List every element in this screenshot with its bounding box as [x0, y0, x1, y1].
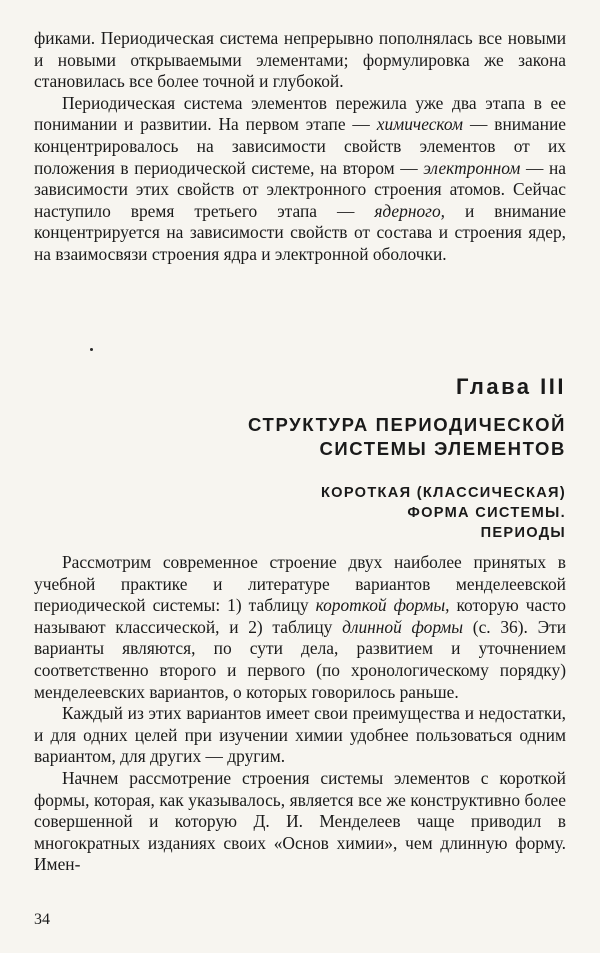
- section-subtitle-line-2: ФОРМА СИСТЕМЫ.: [407, 505, 566, 521]
- chapter-title-line-1: СТРУКТУРА ПЕРИОДИЧЕСКОЙ: [248, 414, 566, 435]
- paragraph-5: Начнем рассмотрение строения системы элементов с короткой формы, которая, как указывалось, является все же конструктивно более совершенной и которую Д. И. Менделеев чаще приводил в многократных изданиях своих «Основ химии», чем длинную форму. Имен-: [34, 767, 566, 875]
- section-subtitle-line-1: КОРОТКАЯ (КЛАССИЧЕСКАЯ): [320, 485, 566, 501]
- emphasis-nuclear: ядерного,: [374, 200, 445, 221]
- chapter-title: [34, 413, 566, 461]
- emphasis-short-form: короткой формы,: [315, 595, 450, 616]
- paragraph-2: [34, 93, 566, 266]
- emphasis-chemical: химическом: [376, 114, 464, 135]
- emphasis-electronic: электронном: [423, 157, 521, 178]
- section-subtitle: [34, 483, 566, 543]
- paragraph-3-part-c: (с. 36). Эти варианты являются, по сути дела, развитием и уточнением соответственно второго и первого (по хронологическому порядку) менделеевских вариантов, о которых говорилось раньше.: [34, 616, 566, 702]
- paragraph-3-part-b: которую часто называют классической, и 2) таблицу: [34, 595, 566, 637]
- print-speck: [90, 348, 93, 351]
- page-number: 34: [34, 911, 50, 928]
- intro-section: [34, 28, 566, 266]
- section-subtitle-line-3: ПЕРИОДЫ: [480, 525, 566, 541]
- paragraph-3-part-a: Рассмотрим современное строение двух наиболее принятых в учебной практике и литературе вариантов менделеевской периодической системы: 1) таблицу: [34, 552, 566, 616]
- paragraph-2-part-d: и внимание концентрируется на зависимости свойств от состава и строения ядер, на взаимосвязи строения ядра и электронной оболочки.: [34, 200, 567, 264]
- body-section: [34, 552, 566, 876]
- chapter-title-line-2: СИСТЕМЫ ЭЛЕМЕНТОВ: [319, 438, 566, 459]
- paragraph-2-part-c: — на зависимости этих свойств от электронного строения атомов. Сейчас наступило время третьего этапа —: [34, 157, 566, 221]
- paragraph-2-part-b: — внимание концентрировалось на зависимости свойств элементов от их положения в периодической системе, на втором —: [34, 114, 566, 178]
- paragraph-2-part-a: Периодическая система элементов пережила уже два этапа в ее понимании и развитии. На первом этапе —: [34, 92, 566, 135]
- paragraph-1: фиками. Периодическая система непрерывно пополнялась все новыми и новыми открываемыми элементами; формулировка же закона становилась все более точной и глубокой.: [34, 28, 566, 92]
- paragraph-4: Каждый из этих вариантов имеет свои преимущества и недостатки, и для одних целей при изучении химии удобнее пользоваться одним вариантом, для других — другим.: [34, 703, 566, 767]
- paragraph-3: [34, 552, 566, 703]
- chapter-label: Глава III: [455, 374, 566, 399]
- emphasis-long-form: длинной формы: [342, 616, 464, 637]
